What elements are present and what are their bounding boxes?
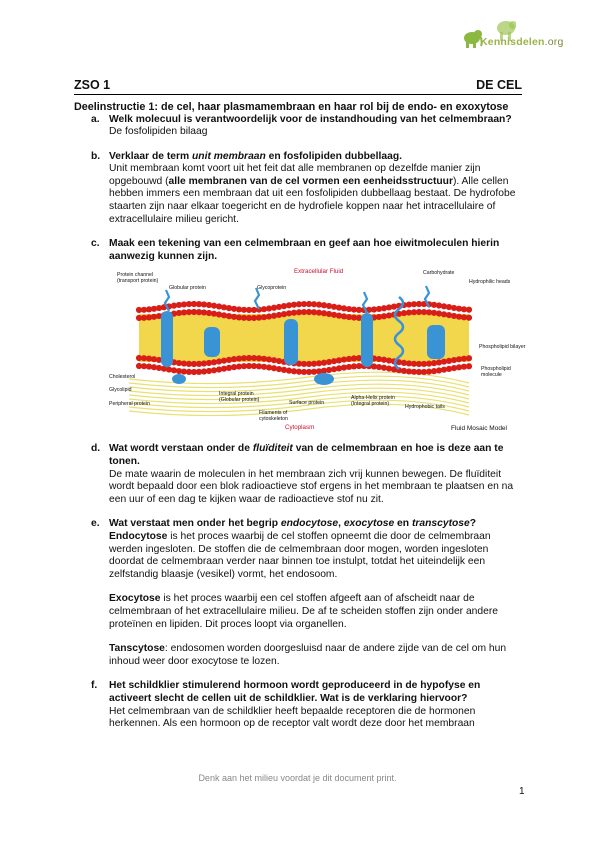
logo-brand: Kennisdelen: [480, 36, 545, 48]
label-hydrophobic-tails: Hydrophobic tails: [405, 404, 445, 411]
label-glycoprotein: Glycoprotein: [257, 285, 287, 292]
page-number: 1: [519, 786, 525, 797]
answer-bold: alle membranen van de cel vormen een eenheidsstructuur: [168, 175, 453, 187]
question-e: [74, 518, 522, 668]
answer-endocytose: Endocytose is het proces waarbij de cel stoffen opneemt die door de celmembraan werden ingesloten. De stoffen die de celmembraan door mogen, worden ingesloten doordat de celmembraan verder naar binnen toe instulpt, totdat het uiteindelijk een zelfstandig blaasje (vesikel) vormt, het endosoom.: [109, 531, 491, 580]
label-globular-protein: Globular protein: [169, 285, 206, 292]
question-label: a.: [91, 113, 100, 125]
footer-note: Denk aan het milieu voordat je dit document print.: [198, 773, 397, 783]
question-text: Verklaar de term unit membraan en fosfolipiden dubbellaag.: [109, 150, 402, 162]
header-right: DE CEL: [476, 78, 522, 92]
label-alpha-helix: Alpha-Helix protein: [351, 395, 395, 402]
label-peripheral-protein: Peripheral protein: [109, 401, 150, 408]
label-integral-protein: Integral protein: [219, 391, 254, 398]
answer-exocytose: Exocytose is het proces waarbij een cel stoffen afgeeft aan of afscheidt naar de celmembraan of het extracellulaire milieu. De af te scheiden stoffen zijn onder andere proteïnen en lipiden. Dit proces loopt via organellen.: [109, 593, 499, 630]
answer-text: Het celmembraan van de schildklier heeft bepaalde receptoren die de hormonen herkennen. Als een hormoon op de receptor valt wordt deze door het membraan: [109, 705, 476, 730]
kennisdelen-logo: [456, 16, 576, 60]
membrane-illustration: [109, 267, 525, 437]
question-text: Maak een tekening van een celmembraan en geef aan hoe eiwitmoleculen hierin aanwezig kunnen zijn.: [109, 238, 500, 262]
question-label: e.: [91, 518, 100, 530]
label-phospholipid-molecule-2: molecule: [481, 372, 502, 379]
question-label: b.: [91, 150, 101, 162]
document-header: [74, 78, 522, 95]
question-text: Welk molecuul is verantwoordelijk voor de instandhouding van het celmembraan?: [109, 113, 512, 125]
question-text: Wat wordt verstaan onder de fluïditeit van de celmembraan en hoe is deze aan te tonen.: [109, 443, 504, 468]
emphasis-term: fluïditeit: [252, 443, 293, 455]
logo-tld: .org: [544, 36, 564, 48]
question-c: [74, 238, 522, 263]
answer-transcytose: Tanscytose: endosomen worden doorgesluisd naar de andere zijde van de cel om hun inhoud weer door exocytose te lozen.: [109, 643, 507, 667]
question-text: Wat verstaat men onder het begrip endocytose, exocytose en transcytose?: [109, 518, 477, 530]
answer-text: Unit membraan komt voort uit het feit dat alle membranen op dezelfde manier zijn opgebouwd (alle membranen van de cel vormen een eenheidsstructuur). Alle cellen hebben immers een membraan dat uit een fosfolipiden dubbellaag bestaat. De hydrofobe staarten zijn naar elkaar toegericht en de hydrofiele koppen naar het intracellulaire of extracellulaire milieu gericht.: [109, 163, 516, 225]
header-left: ZSO 1: [74, 78, 111, 92]
document-body: [74, 101, 526, 731]
label-cholesterol: Cholesterol: [109, 374, 136, 381]
label-carbohydrate: Carbohydrate: [423, 270, 455, 277]
label-integral-protein-2: (Globular protein): [219, 397, 260, 404]
emphasis-term: unit membraan: [192, 150, 266, 162]
label-phospholipid-molecule: Phospholipid: [481, 366, 511, 373]
figure-caption: Fluid Mosaic Model: [451, 425, 507, 433]
label-hydrophilic-heads: Hydrophilic heads: [469, 279, 511, 286]
question-label: f.: [91, 680, 98, 692]
label-glycolipid: Glycolipid: [109, 387, 132, 394]
answer-text: De mate waarin de moleculen in het membraan zich vrij kunnen bewegen. De fluïditeit wordt bepaald door een blok radioactieve stof ergens in het membraan te plaatsen en na een uur of een dag te kijken waar de radioactieve stof nu zit.: [109, 468, 514, 505]
cell-membrane-figure: [109, 267, 525, 437]
section-intro: Deelinstructie 1: de cel, haar plasmamembraan en haar rol bij de endo- en exoxytose: [74, 101, 509, 113]
question-b: [74, 151, 522, 227]
label-cytoskeleton: cytoskeleton: [259, 416, 288, 423]
question-label: d.: [91, 443, 101, 455]
question-d: [74, 443, 522, 506]
label-phospholipid-bilayer: Phospholipid bilayer: [479, 344, 526, 351]
label-surface-protein: Surface protein: [289, 400, 325, 407]
question-a: [74, 114, 522, 139]
label-extracellular: Extracellular Fluid: [294, 268, 344, 276]
label-filaments: Filaments of: [259, 410, 288, 417]
answer-text: De fosfolipiden bilaag: [109, 126, 208, 138]
label-alpha-helix-2: (Integral protein): [351, 401, 390, 408]
question-label: c.: [91, 238, 100, 250]
label-protein-channel: Protein channel: [117, 272, 154, 279]
question-text: Het schildklier stimulerend hormoon wordt geproduceerd in de hypofyse en activeert slecht de cellen uit de schildklier. Wat is de verklaring hiervoor?: [109, 680, 481, 704]
label-transport-protein: (transport protein): [117, 278, 159, 285]
label-cytoplasm: Cytoplasm: [285, 424, 315, 432]
question-f: [74, 680, 522, 730]
